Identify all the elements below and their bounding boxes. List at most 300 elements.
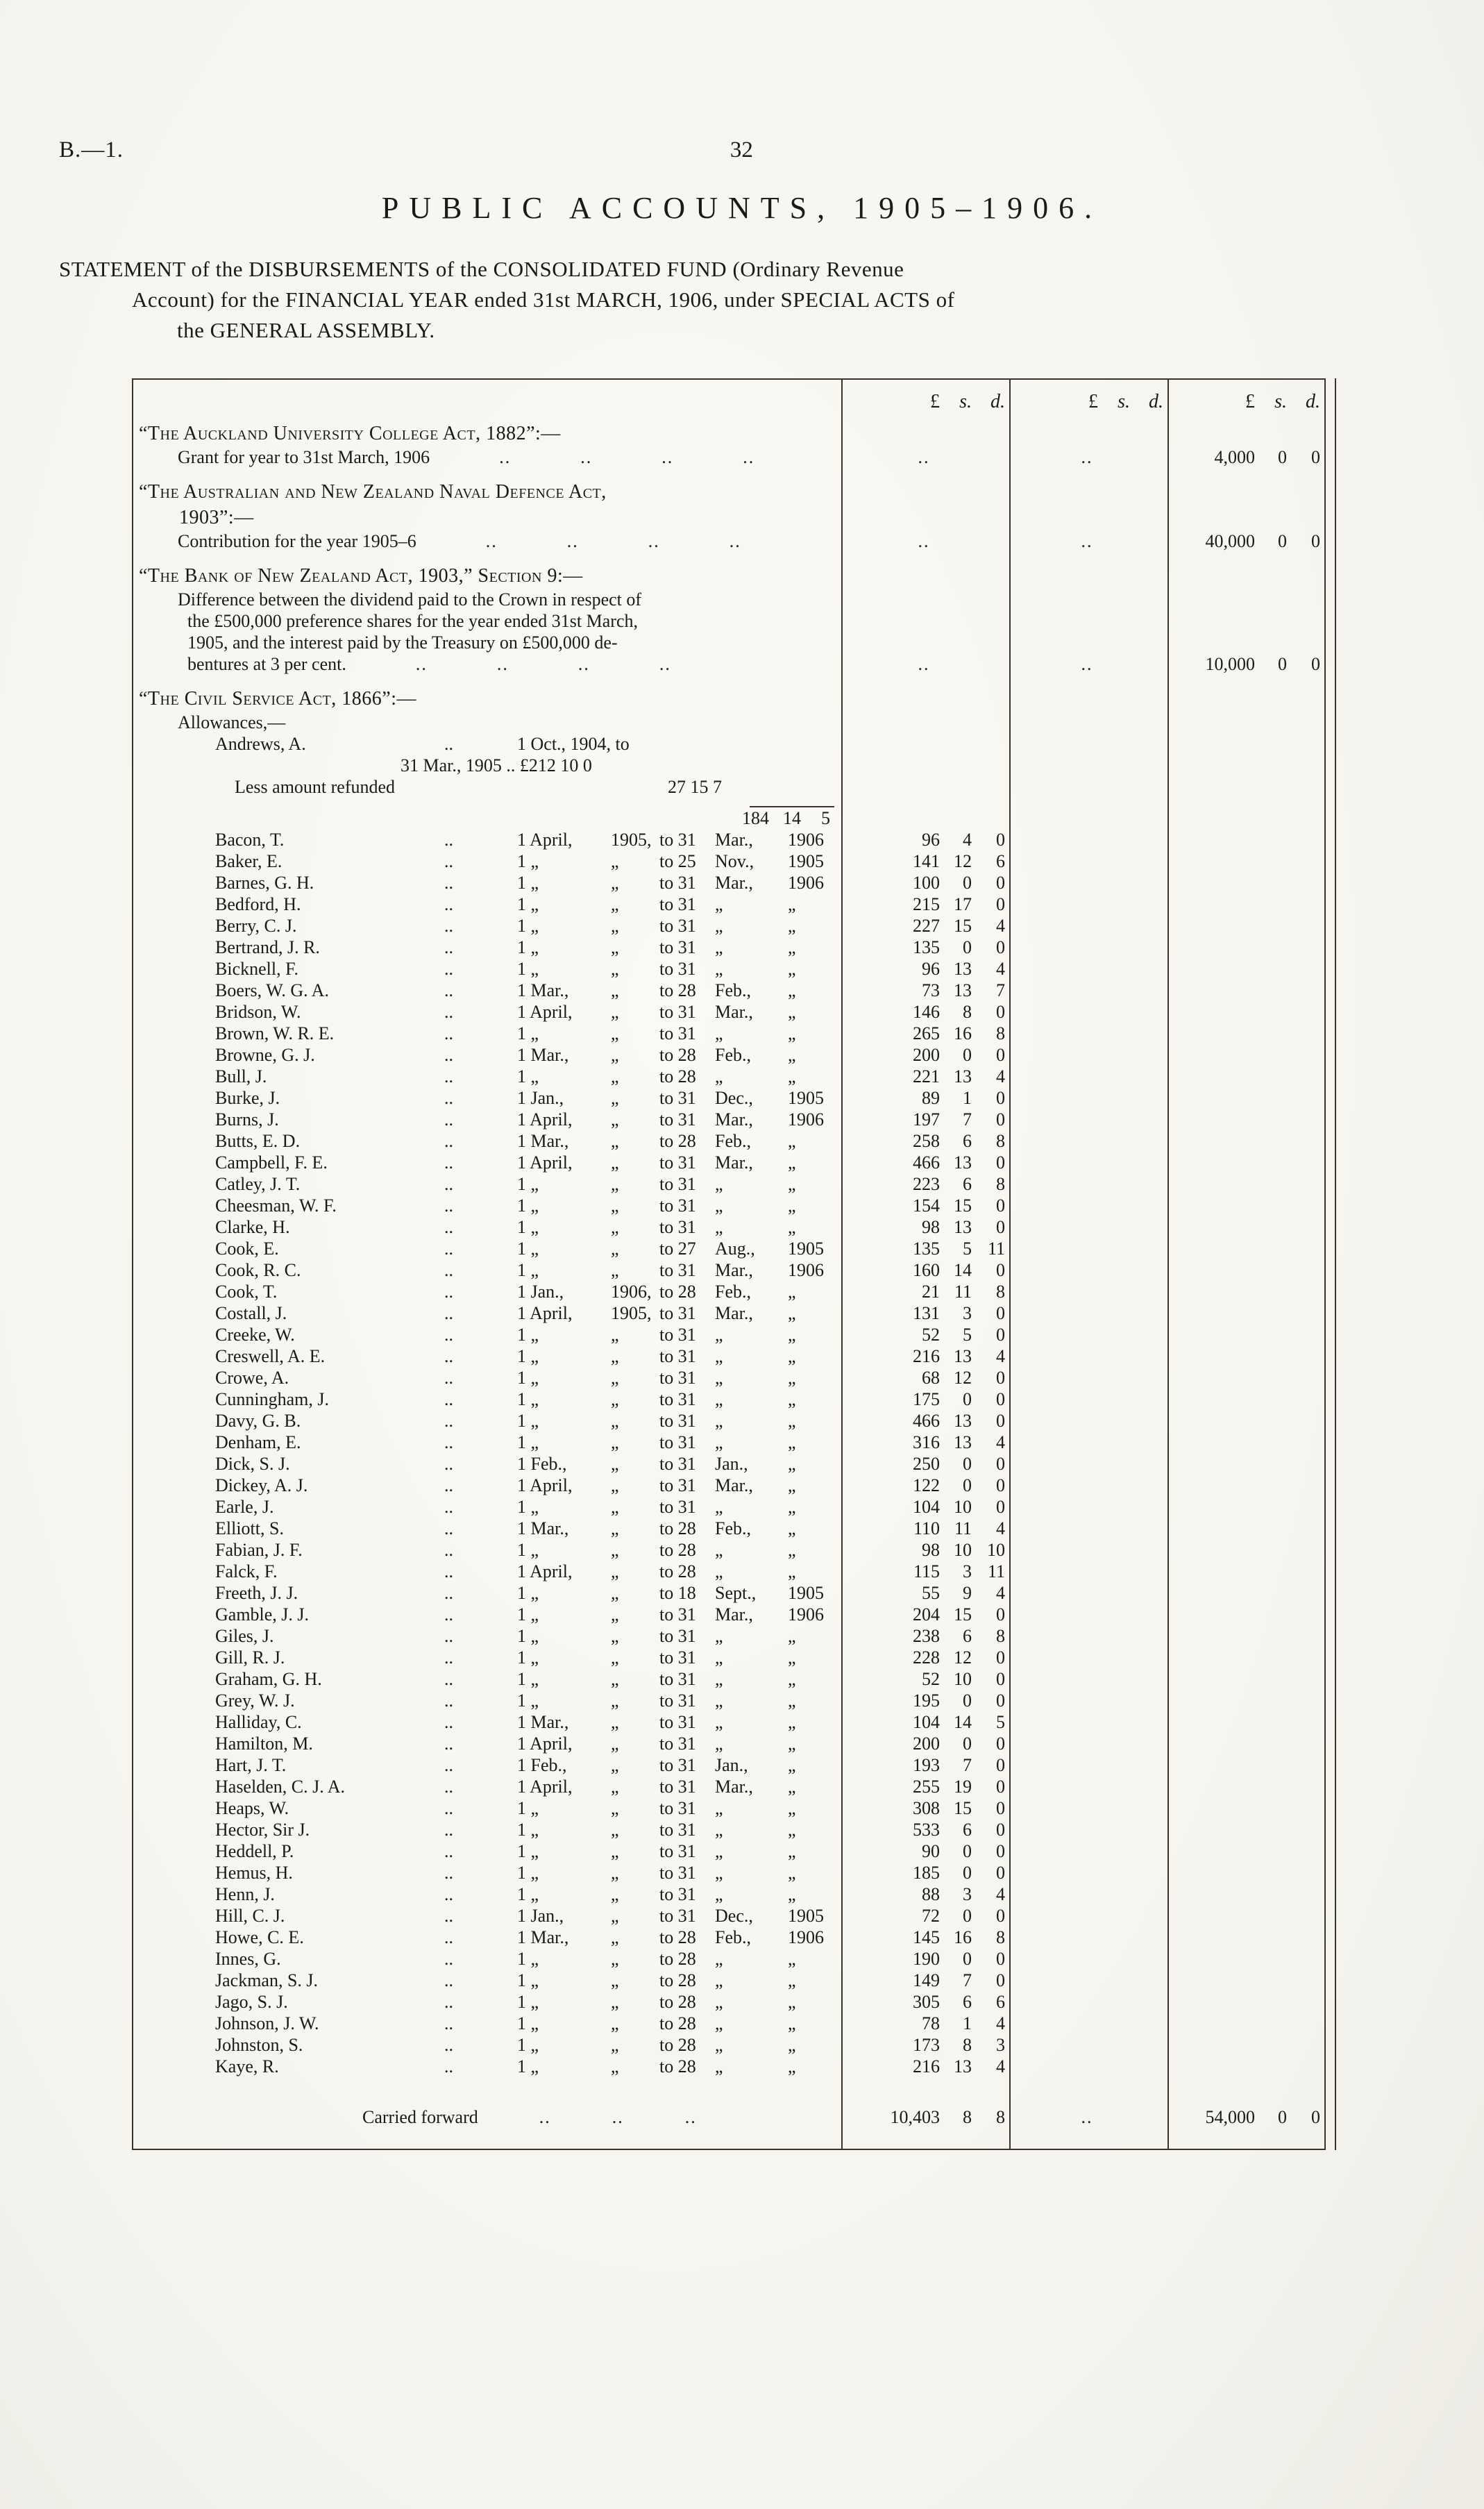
money-col-3 bbox=[1167, 980, 1324, 1001]
money-col-3 bbox=[1167, 1410, 1324, 1432]
allowance-row bbox=[133, 1302, 841, 1324]
person-name: Bridson, W. bbox=[215, 1002, 301, 1022]
amount-shillings: 0 bbox=[963, 1734, 972, 1754]
allowance-row bbox=[133, 1539, 841, 1561]
money-col-2 bbox=[1009, 589, 1167, 610]
person-name: Baker, E. bbox=[215, 851, 283, 871]
amount-pounds: 98 bbox=[922, 1217, 940, 1237]
period-start-year: „ bbox=[611, 1454, 619, 1474]
row-description bbox=[133, 1948, 841, 1970]
money-col-1 bbox=[841, 1948, 1009, 1970]
amount-shillings: 6 bbox=[963, 1820, 972, 1840]
leader-dots: .. bbox=[444, 1540, 453, 1560]
money-col-3 bbox=[1167, 1776, 1324, 1797]
period-end-year: „ bbox=[788, 1368, 796, 1388]
money-col-3 bbox=[1167, 1023, 1324, 1044]
row-description bbox=[133, 1087, 841, 1109]
period-end-month: Dec., bbox=[715, 1906, 753, 1926]
period-start-year: „ bbox=[611, 937, 619, 957]
period-end-year: „ bbox=[788, 980, 796, 1000]
money-col-1 bbox=[841, 1733, 1009, 1754]
table-row bbox=[133, 1475, 1324, 1496]
period-start-year: „ bbox=[611, 1325, 619, 1345]
period-start: 1 „ bbox=[517, 1820, 539, 1840]
leader-dots: .. bbox=[415, 654, 428, 674]
period-start-year: 1906, bbox=[611, 1282, 652, 1302]
period-start: 1 Jan., bbox=[517, 1282, 564, 1302]
money-col-2 bbox=[1009, 1475, 1167, 1496]
period-end-day: to 25 bbox=[659, 851, 696, 871]
money-col-1 bbox=[841, 1238, 1009, 1259]
amount-pence: 0 bbox=[996, 1045, 1005, 1065]
money-col-1 bbox=[841, 1776, 1009, 1797]
money-col-2 bbox=[1009, 1797, 1167, 1819]
shilling-abbrev: s. bbox=[1274, 391, 1287, 412]
row-description bbox=[133, 755, 841, 776]
period-end-day: to 31 bbox=[659, 1389, 696, 1409]
row-description bbox=[133, 1044, 841, 1066]
allowance-row bbox=[133, 1711, 841, 1733]
money-col-2 bbox=[1009, 1195, 1167, 1216]
money-col-3 bbox=[1167, 552, 1324, 563]
amount-pence: 0 bbox=[1311, 531, 1320, 551]
money-col-2 bbox=[1009, 980, 1167, 1001]
money-col-1 bbox=[841, 1991, 1009, 2013]
period-start-year: „ bbox=[611, 1195, 619, 1216]
amount-pounds: 215 bbox=[913, 894, 940, 914]
period-line2 bbox=[133, 755, 841, 776]
period-start: 1 „ bbox=[517, 1497, 539, 1517]
person-name: Hector, Sir J. bbox=[215, 1820, 310, 1840]
allowance-row bbox=[133, 1044, 841, 1066]
money-col-2 bbox=[1009, 632, 1167, 653]
amount-pence: 4 bbox=[996, 1583, 1005, 1603]
period-start-year: „ bbox=[611, 1540, 619, 1560]
amount-pounds: 193 bbox=[913, 1755, 940, 1775]
leader-dots: .. bbox=[444, 1109, 453, 1130]
person-name: Falck, F. bbox=[215, 1561, 278, 1581]
period-start: 1 „ bbox=[517, 873, 539, 893]
leader-dots: .. bbox=[444, 1690, 453, 1711]
period-end-year: „ bbox=[788, 1561, 796, 1581]
period-start-year: „ bbox=[611, 1777, 619, 1797]
period-end-day: to 31 bbox=[659, 830, 696, 850]
period-end-day: to 31 bbox=[659, 1325, 696, 1345]
table-row bbox=[133, 850, 1324, 872]
amount-shillings: 0 bbox=[1278, 447, 1287, 467]
money-col-2 bbox=[1009, 1625, 1167, 1647]
table-row bbox=[133, 552, 1324, 563]
person-name: Cheesman, W. F. bbox=[215, 1195, 337, 1216]
period-end-month: „ bbox=[715, 1497, 723, 1517]
allowance-row bbox=[133, 1991, 841, 2013]
amount-pounds: 223 bbox=[913, 1174, 940, 1194]
money-col-3 bbox=[1167, 1927, 1324, 1948]
allowance-row bbox=[133, 1690, 841, 1711]
amount-shillings: 1 bbox=[963, 1088, 972, 1108]
amount-pence: 0 bbox=[996, 1389, 1005, 1409]
allowance-row bbox=[133, 893, 841, 915]
period-start-year: „ bbox=[611, 1949, 619, 1969]
amount-pounds: 10,403 bbox=[890, 2107, 940, 2127]
page-title: PUBLIC ACCOUNTS, 1905–1906. bbox=[381, 191, 1103, 225]
money-col-3 bbox=[1167, 610, 1324, 632]
leader-dots: .. bbox=[444, 1389, 453, 1409]
leader-dots: .. bbox=[444, 1518, 453, 1538]
money-col-3 bbox=[1167, 1819, 1324, 1840]
money-col-1 bbox=[841, 1066, 1009, 1087]
money-col-2 bbox=[1009, 686, 1167, 712]
period-start: 1 „ bbox=[517, 894, 539, 914]
period-end-month: „ bbox=[715, 1066, 723, 1086]
money-col-2 bbox=[1009, 807, 1167, 829]
row-description bbox=[133, 563, 841, 589]
money-col-3 bbox=[1167, 1582, 1324, 1604]
period-end-day: to 31 bbox=[659, 1690, 696, 1711]
amount-pence: 8 bbox=[996, 1174, 1005, 1194]
period-end-month: „ bbox=[715, 1540, 723, 1560]
row-description bbox=[133, 1991, 841, 2013]
amount-shillings: 7 bbox=[963, 1109, 972, 1130]
leader-dots: .. bbox=[661, 447, 674, 467]
amount-shillings: 14 bbox=[783, 808, 801, 828]
row-description bbox=[133, 958, 841, 980]
amount-pence: 4 bbox=[996, 1346, 1005, 1366]
amount-pence: 0 bbox=[996, 1454, 1005, 1474]
money-col-3 bbox=[1167, 1152, 1324, 1173]
amount-shillings: 15 bbox=[954, 1604, 972, 1625]
money-col-3 bbox=[1167, 1388, 1324, 1410]
period-start: 1 Jan., bbox=[517, 1906, 564, 1926]
period-start: 1 „ bbox=[517, 1540, 539, 1560]
allowance-row bbox=[133, 1259, 841, 1281]
money-col-1 bbox=[841, 1797, 1009, 1819]
row-description bbox=[133, 1582, 841, 1604]
period-start-year: „ bbox=[611, 1045, 619, 1065]
allowance-row bbox=[133, 733, 841, 755]
act-heading-continued: 1903”:— bbox=[179, 507, 254, 528]
period-start: 1 „ bbox=[517, 1239, 539, 1259]
row-description bbox=[133, 850, 841, 872]
period-end-year: „ bbox=[788, 1346, 796, 1366]
table-row bbox=[133, 1539, 1324, 1561]
amount-pounds: 52 bbox=[922, 1325, 940, 1345]
leader-dots: .. bbox=[444, 1131, 453, 1151]
amount-pounds: 305 bbox=[913, 1992, 940, 2012]
person-name: Graham, G. H. bbox=[215, 1669, 322, 1689]
row-description bbox=[133, 552, 841, 563]
money-col-3 bbox=[1167, 675, 1324, 686]
money-col-1 bbox=[841, 610, 1009, 632]
amount-pounds: 238 bbox=[913, 1626, 940, 1646]
money-col-2 bbox=[1009, 798, 1167, 807]
amount-pounds: 10,000 bbox=[1205, 654, 1255, 674]
period-end-day: to 28 bbox=[659, 1540, 696, 1560]
period-start-year: „ bbox=[611, 1346, 619, 1366]
row-description bbox=[133, 1862, 841, 1883]
table-row bbox=[133, 798, 1324, 807]
amount-pence: 8 bbox=[996, 1131, 1005, 1151]
row-description bbox=[133, 980, 841, 1001]
amount-pence: 0 bbox=[996, 1604, 1005, 1625]
table-row bbox=[133, 807, 1324, 829]
money-col-1 bbox=[841, 468, 1009, 479]
allowance-row bbox=[133, 1195, 841, 1216]
period-start: 1 „ bbox=[517, 1260, 539, 1280]
table-row bbox=[133, 1711, 1324, 1733]
row-description bbox=[133, 1281, 841, 1302]
leader-dots: .. bbox=[444, 1626, 453, 1646]
period-start: 1 April, bbox=[517, 1303, 573, 1323]
period-start-year: „ bbox=[611, 1411, 619, 1431]
period-start: 1 „ bbox=[517, 1604, 539, 1625]
amount-pounds: 533 bbox=[913, 1820, 940, 1840]
period-end-day: to 31 bbox=[659, 1820, 696, 1840]
row-description bbox=[133, 1690, 841, 1711]
money-col-1 bbox=[841, 915, 1009, 937]
person-name: Brown, W. R. E. bbox=[215, 1023, 335, 1043]
amount-shillings: 0 bbox=[963, 937, 972, 957]
table-row bbox=[133, 1819, 1324, 1840]
allowance-row bbox=[133, 1948, 841, 1970]
person-name: Freeth, J. J. bbox=[215, 1583, 298, 1603]
period-start: 1 April, bbox=[517, 1002, 573, 1022]
money-col-1 bbox=[841, 980, 1009, 1001]
amount-pence: 0 bbox=[996, 1475, 1005, 1495]
money-col-2 bbox=[1009, 1173, 1167, 1195]
money-col-1 bbox=[841, 1152, 1009, 1173]
period-end-year: „ bbox=[788, 1841, 796, 1861]
money-col-2 bbox=[1009, 850, 1167, 872]
money-col-2 bbox=[1009, 1023, 1167, 1044]
row-description bbox=[133, 1238, 841, 1259]
money-col-2 bbox=[1009, 1819, 1167, 1840]
period-end-day: to 31 bbox=[659, 959, 696, 979]
money-col-1 bbox=[841, 1970, 1009, 1991]
money-col-1 bbox=[841, 2077, 1009, 2092]
amount-pence: 0 bbox=[996, 1303, 1005, 1323]
amount-pounds: 258 bbox=[913, 1131, 940, 1151]
person-name: Elliott, S. bbox=[215, 1518, 284, 1538]
period-end-month: Feb., bbox=[715, 1282, 751, 1302]
row-description bbox=[133, 733, 841, 755]
period-end-year: „ bbox=[788, 1066, 796, 1086]
leader-dots: .. bbox=[444, 1970, 453, 1990]
money-col-1 bbox=[841, 1539, 1009, 1561]
amount-pounds: 145 bbox=[913, 1927, 940, 1947]
money-col-1 bbox=[841, 1690, 1009, 1711]
person-name: Boers, W. G. A. bbox=[215, 980, 329, 1000]
amount-pounds: 52 bbox=[922, 1669, 940, 1689]
period-end-month: „ bbox=[715, 937, 723, 957]
less-line bbox=[133, 776, 841, 798]
statement-line: the GENERAL ASSEMBLY. bbox=[177, 318, 435, 342]
leader-dots: .. bbox=[444, 1217, 453, 1237]
person-name: Burns, J. bbox=[215, 1109, 279, 1130]
period-end-day: to 28 bbox=[659, 1970, 696, 1990]
table-row bbox=[133, 958, 1324, 980]
amount-shillings: 1 bbox=[963, 2013, 972, 2033]
amount-pounds: 175 bbox=[913, 1389, 940, 1409]
act-heading: “The Bank of New Zealand Act, 1903,” Section 9:— bbox=[139, 565, 583, 587]
money-col-1 bbox=[841, 829, 1009, 850]
entry-line bbox=[133, 446, 841, 468]
amount-pence: 4 bbox=[996, 916, 1005, 936]
period-start: 1 April, bbox=[517, 1109, 573, 1130]
period-start: 1 April, bbox=[517, 1475, 573, 1495]
period-end-month: „ bbox=[715, 1820, 723, 1840]
table-row bbox=[133, 1905, 1324, 1927]
allowance-row bbox=[133, 1561, 841, 1582]
pound-sign: £ bbox=[1245, 391, 1255, 412]
money-col-2 bbox=[1009, 1647, 1167, 1668]
row-description bbox=[133, 686, 841, 712]
period-end-day: to 28 bbox=[659, 1992, 696, 2012]
amount-pounds: 141 bbox=[913, 851, 940, 871]
person-name: Halliday, C. bbox=[215, 1712, 302, 1732]
table-row bbox=[133, 1690, 1324, 1711]
period-start-year: „ bbox=[611, 980, 619, 1000]
money-col-3 bbox=[1167, 1518, 1324, 1539]
money-col-2 bbox=[1009, 1345, 1167, 1367]
statement-line: Account) for the FINANCIAL YEAR ended 31st MARCH, 1906, under SPECIAL ACTS of bbox=[132, 287, 955, 312]
allowance-row bbox=[133, 1023, 841, 1044]
amount-shillings: 12 bbox=[954, 1647, 972, 1668]
money-col-1 bbox=[841, 530, 1009, 552]
table-row bbox=[133, 479, 1324, 505]
table-row bbox=[133, 380, 1324, 421]
money-col-1 bbox=[841, 1388, 1009, 1410]
money-col-3 bbox=[1167, 653, 1324, 675]
amount-pence: 11 bbox=[987, 1561, 1005, 1581]
amount-pence: 0 bbox=[996, 1217, 1005, 1237]
row-description bbox=[133, 776, 841, 798]
period-end-day: to 31 bbox=[659, 1475, 696, 1495]
amount-shillings: 14 bbox=[954, 1712, 972, 1732]
leader-dots: .. bbox=[444, 1325, 453, 1345]
money-col-2 bbox=[1009, 1496, 1167, 1518]
person-name: Cook, E. bbox=[215, 1239, 279, 1259]
money-col-2 bbox=[1009, 1948, 1167, 1970]
table-row bbox=[133, 2077, 1324, 2092]
period-end-year: 1905 bbox=[788, 1906, 824, 1926]
person-name: Cook, T. bbox=[215, 1282, 278, 1302]
period-end-year: „ bbox=[788, 1970, 796, 1990]
row-description bbox=[133, 1711, 841, 1733]
period-end-month: Sept., bbox=[715, 1583, 757, 1603]
person-name: Kaye, R. bbox=[215, 2056, 279, 2076]
period-end-year: „ bbox=[788, 1884, 796, 1904]
nil-dots: .. bbox=[1081, 531, 1093, 551]
money-col-1 bbox=[841, 893, 1009, 915]
table-row bbox=[133, 1518, 1324, 1539]
period-start: 1 Mar., bbox=[517, 1045, 569, 1065]
amount-shillings: 3 bbox=[963, 1561, 972, 1581]
money-col-1 bbox=[841, 686, 1009, 712]
money-col-1 bbox=[841, 2092, 1009, 2149]
amount-shillings: 0 bbox=[1278, 2107, 1287, 2127]
period-start: 1 Feb., bbox=[517, 1755, 567, 1775]
row-description bbox=[133, 479, 841, 505]
money-col-2 bbox=[1009, 1561, 1167, 1582]
allowance-row bbox=[133, 1001, 841, 1023]
leader-dots: .. bbox=[444, 2035, 453, 2055]
entry-line bbox=[133, 632, 841, 653]
money-col-3 bbox=[1167, 1625, 1324, 1647]
money-col-2 bbox=[1009, 1927, 1167, 1948]
period-end-month: „ bbox=[715, 2035, 723, 2055]
period-end-month: „ bbox=[715, 1690, 723, 1711]
money-col-3 bbox=[1167, 1238, 1324, 1259]
amount-shillings: 8 bbox=[963, 2035, 972, 2055]
period-end-year: „ bbox=[788, 1303, 796, 1323]
money-col-2 bbox=[1009, 712, 1167, 733]
carried-forward-label: Carried forward bbox=[362, 2107, 478, 2127]
table-row bbox=[133, 755, 1324, 776]
money-col-2 bbox=[1009, 1711, 1167, 1733]
money-col-3 bbox=[1167, 798, 1324, 807]
money-col-3 bbox=[1167, 1733, 1324, 1754]
amount-shillings: 13 bbox=[954, 1217, 972, 1237]
period-end-month: Mar., bbox=[715, 830, 753, 850]
period-end-year: 1906 bbox=[788, 830, 824, 850]
amount-shillings: 0 bbox=[963, 1949, 972, 1969]
row-description bbox=[133, 1152, 841, 1173]
row-description bbox=[133, 1883, 841, 1905]
period-start: 1 „ bbox=[517, 1583, 539, 1603]
money-col-3 bbox=[1167, 1066, 1324, 1087]
period-end-year: „ bbox=[788, 2013, 796, 2033]
amount-pence: 0 bbox=[1311, 2107, 1320, 2127]
money-col-3 bbox=[1167, 1259, 1324, 1281]
amount-shillings: 14 bbox=[954, 1260, 972, 1280]
amount-pence: 0 bbox=[996, 1088, 1005, 1108]
period-end-month: „ bbox=[715, 1841, 723, 1861]
nil-dots: .. bbox=[918, 447, 930, 467]
period-end-month: Dec., bbox=[715, 1088, 753, 1108]
person-name: Gamble, J. J. bbox=[215, 1604, 310, 1625]
period-start-year: „ bbox=[611, 1131, 619, 1151]
money-col-1 bbox=[841, 1927, 1009, 1948]
period-start: 1 Mar., bbox=[517, 1712, 569, 1732]
period-start: 1 April, bbox=[517, 1734, 573, 1754]
money-col-3 bbox=[1167, 1711, 1324, 1733]
money-col-3 bbox=[1167, 850, 1324, 872]
leader-dots: .. bbox=[444, 1604, 453, 1625]
period-end-year: „ bbox=[788, 1217, 796, 1237]
allowance-row bbox=[133, 1883, 841, 1905]
money-col-1 bbox=[841, 1647, 1009, 1668]
person-name: Denham, E. bbox=[215, 1432, 301, 1452]
period-end-day: to 18 bbox=[659, 1583, 696, 1603]
allowance-row bbox=[133, 1668, 841, 1690]
period-end-month: „ bbox=[715, 1949, 723, 1969]
money-col-1 bbox=[841, 798, 1009, 807]
leader-dots: .. bbox=[444, 1368, 453, 1388]
money-col-2 bbox=[1009, 653, 1167, 675]
period-end-month: Mar., bbox=[715, 1777, 753, 1797]
amount-shillings: 11 bbox=[954, 1518, 972, 1538]
period-end-year: „ bbox=[788, 1626, 796, 1646]
row-description bbox=[133, 1840, 841, 1862]
period-end-year: „ bbox=[788, 1669, 796, 1689]
period-start-year: „ bbox=[611, 1583, 619, 1603]
money-col-2 bbox=[1009, 1367, 1167, 1388]
amount-shillings: 6 bbox=[963, 1174, 972, 1194]
amount-pence: 0 bbox=[1311, 447, 1320, 467]
person-name: Andrews, A. bbox=[215, 734, 306, 754]
money-col-2 bbox=[1009, 776, 1167, 798]
